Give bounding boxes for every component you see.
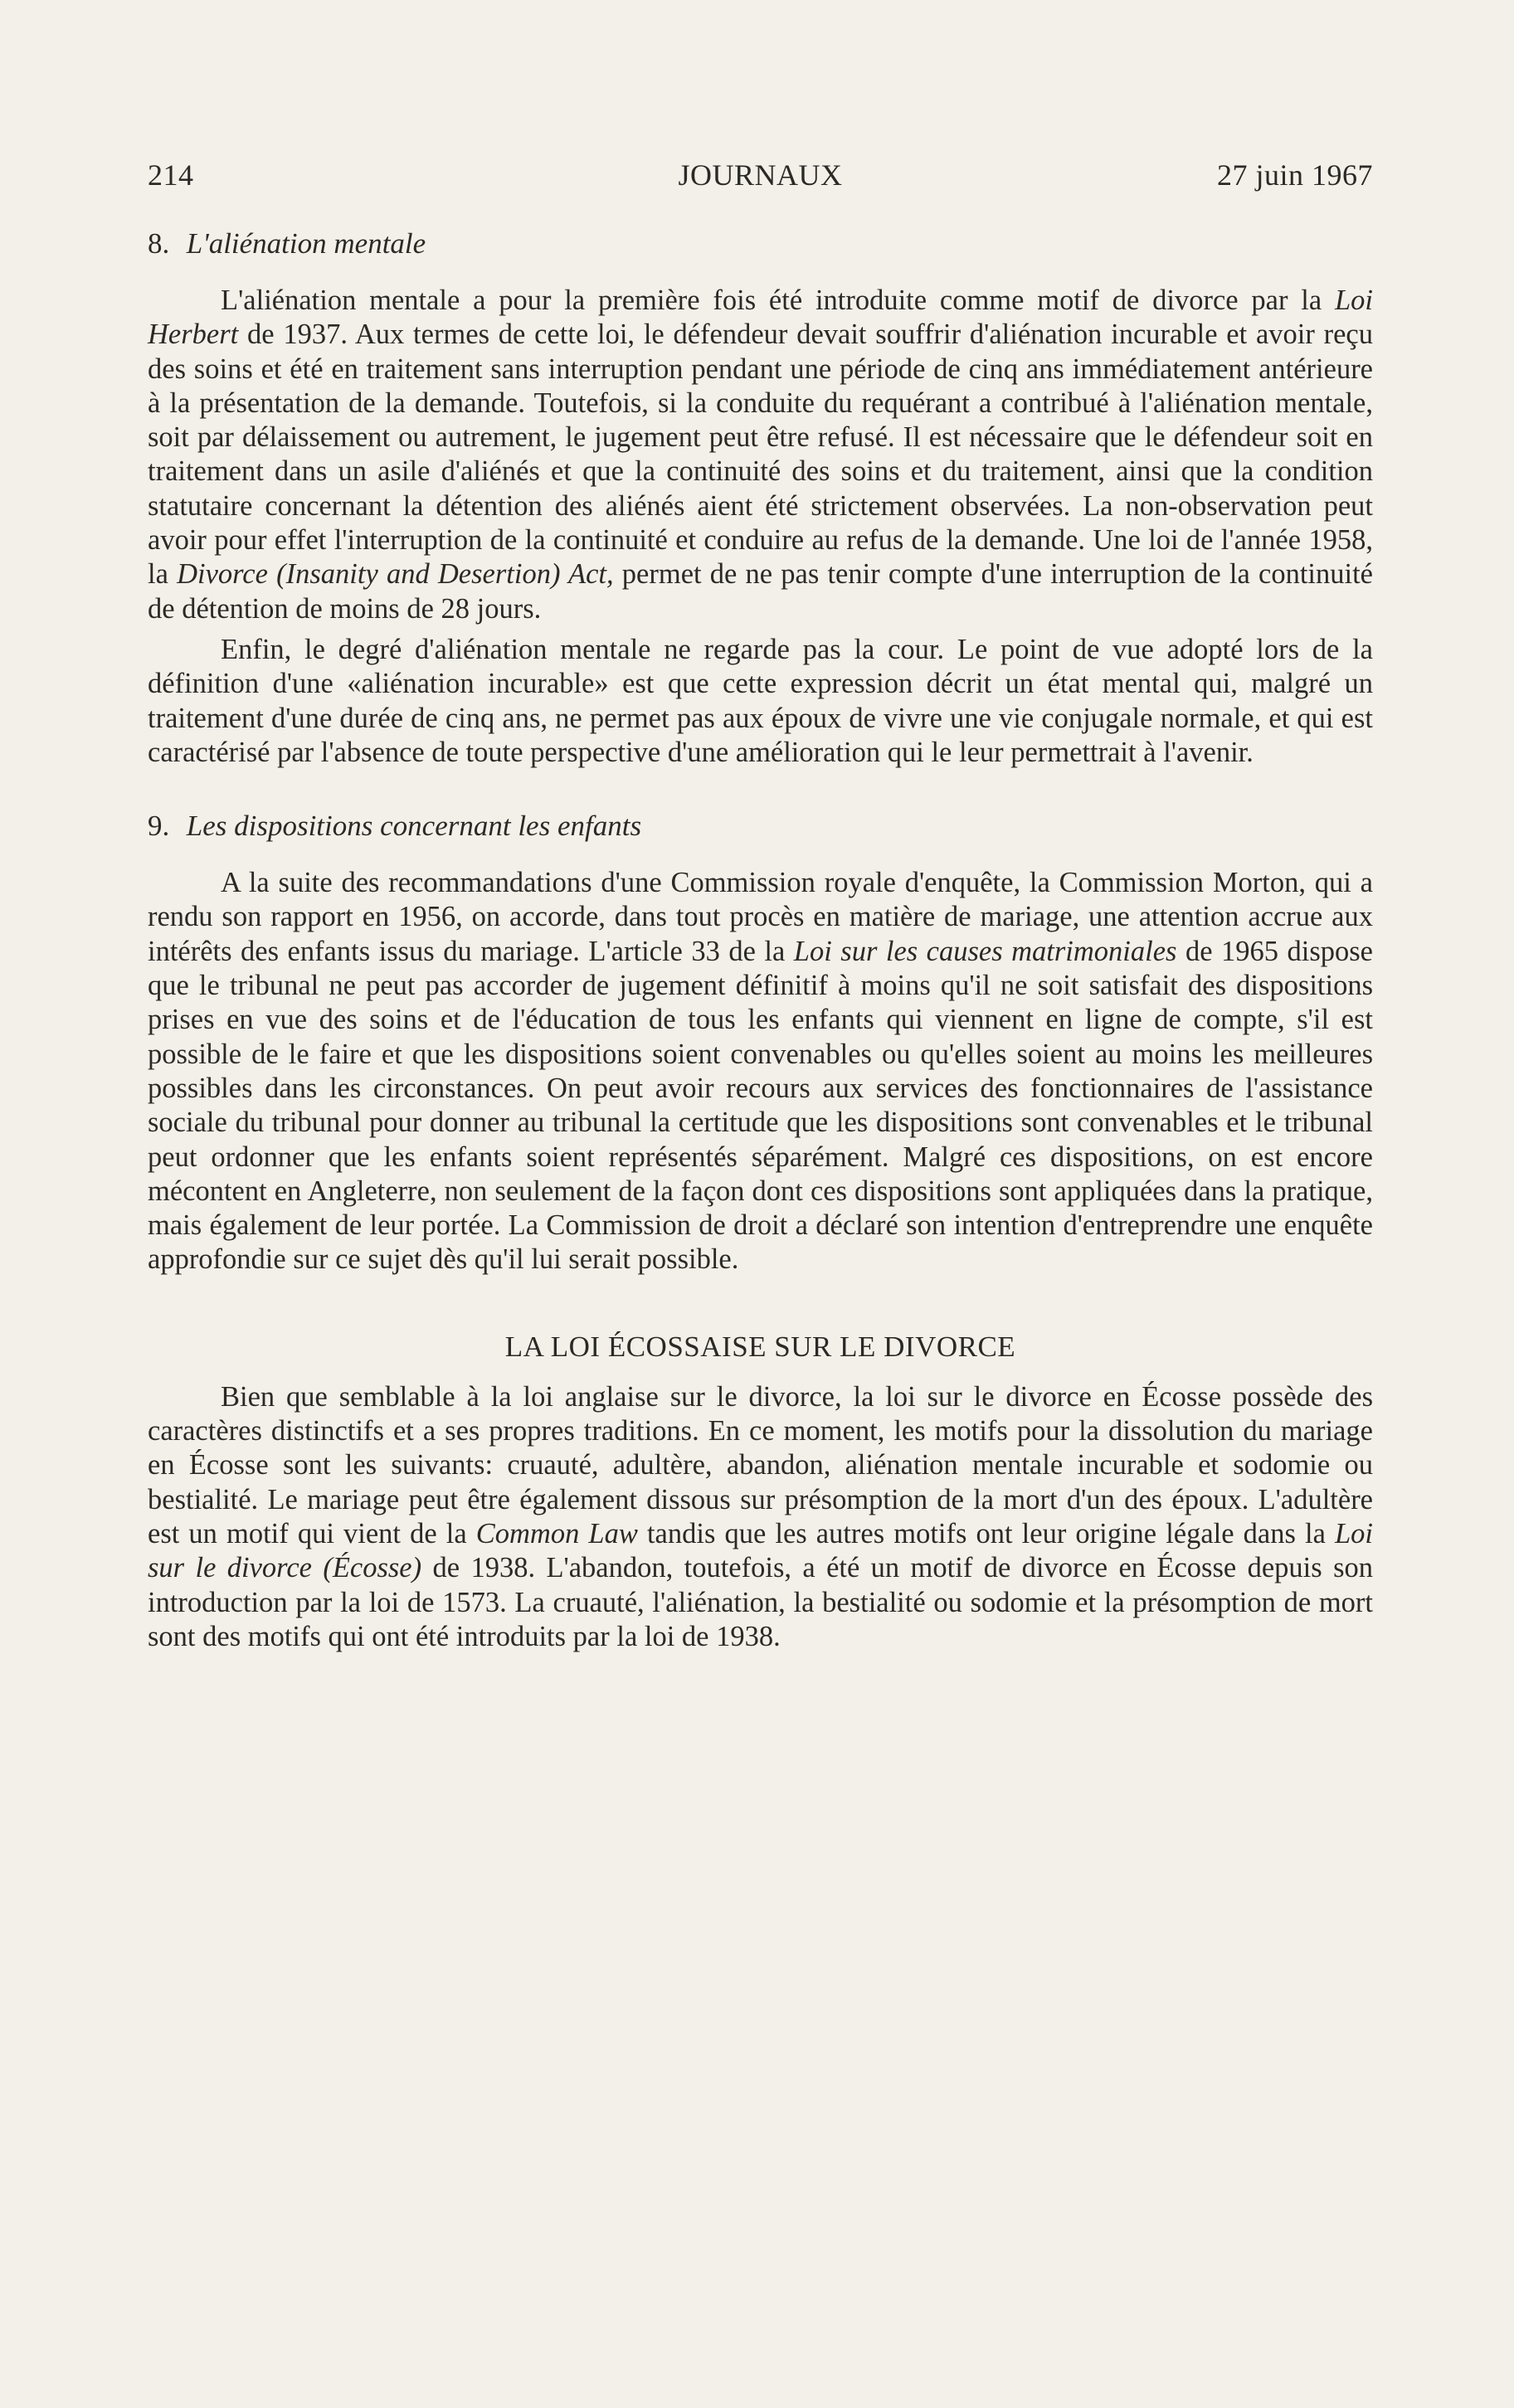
text-run: L'aliénation mentale a pour la première fois été introduite comme motif de divorce par la bbox=[221, 285, 1335, 316]
section-title: L'aliénation mentale bbox=[186, 227, 426, 260]
text-run: de 1938. L'abandon, toutefois, a été un motif de divorce en Écosse depuis son introduction par la loi de 1573. La cruauté, l'aliénation, la bestialité ou sodomie et la présomption de mort sont des motifs qui ont été introduits par la loi de 1938. bbox=[148, 1552, 1373, 1652]
italic-run: Loi Herbert bbox=[148, 285, 1373, 351]
page-number: 214 bbox=[148, 158, 194, 192]
paragraph bbox=[148, 1380, 1373, 1654]
section-9-heading bbox=[148, 808, 1373, 844]
header-date: 27 juin 1967 bbox=[1216, 158, 1373, 192]
text-run: de 1937. Aux termes de cette loi, le défendeur devait souffrir d'aliénation incurable et avoir reçu des soins et été en traitement sans interruption pendant une période de cinq ans immédiatement antérieure à la présentation de la demande. Toutefois, si la conduite du requérant a contribué à l'aliénation mentale, soit par délaissement ou autrement, le jugement peut être refusé. Il est nécessaire que le défendeur soit en traitement dans un asile d'aliénés et que la continuité des soins et du traitement, ainsi que la condition statutaire concernant la détention des aliénés aient été strictement observées. La non-observation peut avoir pour effet l'interruption de la continuité et conduire au refus de la demande. Une loi de l'année 1958, la bbox=[148, 319, 1373, 591]
text-run: tandis que les autres motifs ont leur origine légale dans la bbox=[637, 1517, 1335, 1549]
paragraph bbox=[148, 866, 1373, 1277]
section-title: Les dispositions concernant les enfants bbox=[186, 810, 642, 843]
section-8-heading bbox=[148, 226, 1373, 262]
text-run: de 1965 dispose que le tribunal ne peut pas accorder de jugement définitif à moins qu'il ne soit satisfait des dispositions prises en vue des soins et de l'éducation de tous les enfants qui viennent en ligne de compte, s'il est possible de le faire et que les dispositions soient convenables ou qu'elles soient au moins les meilleures possibles dans les circonstances. On peut avoir recours aux services des fonctionnaires de l'assistance sociale du tribunal pour donner au tribunal la certitude que les dispositions sont convenables et le tribunal peut ordonner que les enfants soient représentés séparément. Malgré ces dispositions, on est encore mécontent en Angleterre, non seulement de la façon dont ces dispositions sont appliquées dans la pratique, mais également de leur portée. La Commission de droit a déclaré son intention d'entreprendre une enquête approfondie sur ce sujet dès qu'il lui serait possible. bbox=[148, 935, 1373, 1276]
running-header bbox=[148, 158, 1373, 194]
journal-title: JOURNAUX bbox=[678, 158, 843, 192]
italic-run: Common Law bbox=[475, 1517, 638, 1549]
section-number: 8. bbox=[148, 227, 170, 260]
paragraph bbox=[148, 284, 1373, 626]
chapter-heading: LA LOI ÉCOSSAISE SUR LE DIVORCE bbox=[504, 1330, 1016, 1363]
text-run: Bien que semblable à la loi anglaise sur le divorce, la loi sur le divorce en Écosse possède des caractères distinctifs et a ses propres traditions. En ce moment, les motifs pour la dissolution du mariage en Écosse sont les suivants: cruauté, adultère, abandon, aliénation mentale incurable et sodomie ou bestialité. Le mariage peut être également dissous sur présomption de la mort d'un des époux. L'adultère est un motif qui vient de la bbox=[148, 1380, 1373, 1549]
text-run: permet de ne pas tenir compte d'une interruption de la continuité de détention de moins de 28 jours. bbox=[148, 558, 1373, 625]
italic-run: Loi sur les causes matrimoniales bbox=[793, 935, 1177, 967]
text-run: A la suite des recommandations d'une Commission royale d'enquête, la Commission Morton, qui a rendu son rapport en 1956, on accorde, dans tout procès en matière de mariage, une attention accrue aux intérêts des enfants issus du mariage. L'article 33 de la bbox=[148, 867, 1373, 967]
paragraph: Enfin, le degré d'aliénation mentale ne regarde pas la cour. Le point de vue adopté lors de la définition d'une «aliénation incurable» est que cette expression décrit un état mental qui, malgré un traitement d'une durée de cinq ans, ne permet pas aux époux de vivre une vie conjugale normale, et qui est caractérisé par l'absence de toute perspective d'une amélioration qui le leur permettrait à l'avenir. bbox=[148, 633, 1373, 768]
section-number: 9. bbox=[148, 810, 170, 843]
page-content bbox=[148, 158, 1373, 1654]
italic-run: Loi sur le divorce (Écosse) bbox=[148, 1517, 1374, 1584]
italic-run: Divorce (Insanity and Desertion) Act, bbox=[177, 558, 614, 591]
